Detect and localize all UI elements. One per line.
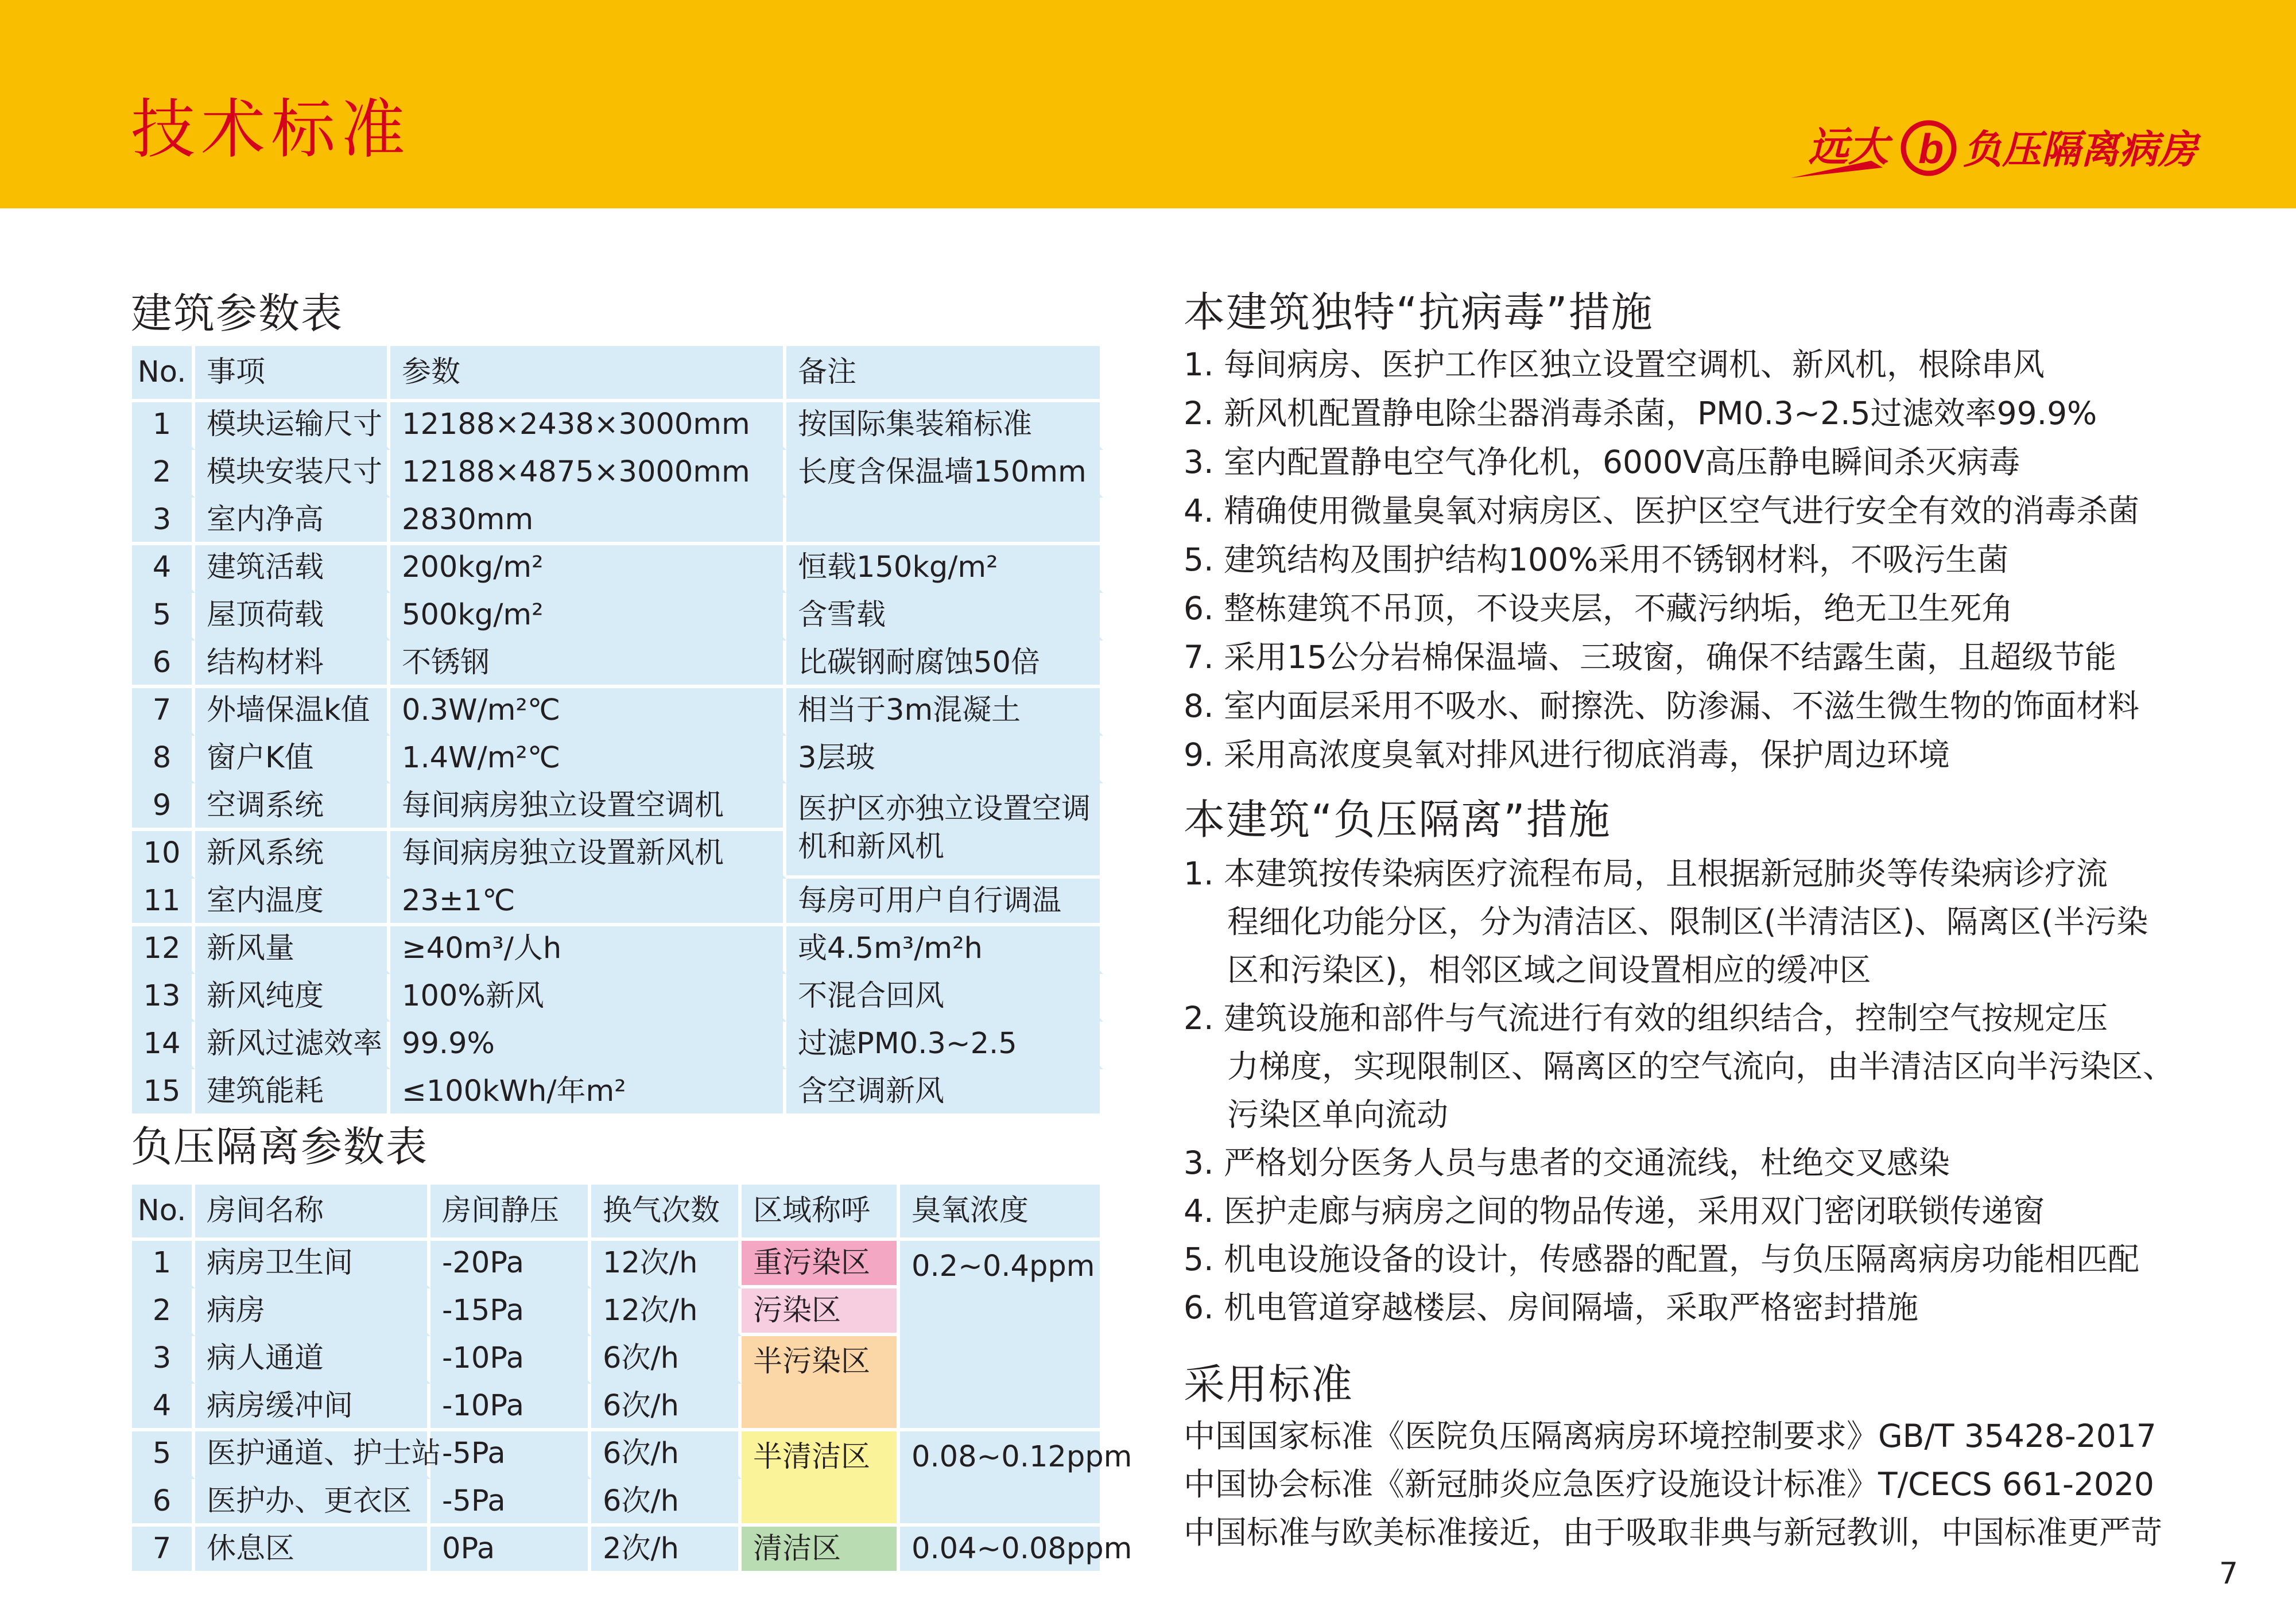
table-header-row <box>132 1185 1103 1241</box>
row-number: 3 <box>132 1336 195 1384</box>
static-pressure: -10Pa <box>430 1384 591 1431</box>
parameter-value: 2830mm <box>390 498 786 545</box>
room-name: 医护通道、护士站 <box>195 1431 430 1479</box>
list-line: 6. 机电管道穿越楼层、房间隔墙，采取严格密封措施 <box>1184 1289 1918 1326</box>
list-line: 2. 建筑设施和部件与气流进行有效的组织结合，控制空气按规定压 <box>1184 1000 2108 1037</box>
row-number: 2 <box>132 1288 195 1336</box>
column-header: 房间名称 <box>195 1185 430 1241</box>
table-row <box>132 1527 1103 1574</box>
table-row <box>132 498 1103 545</box>
building-parameter-table <box>132 346 1103 1117</box>
table-row <box>132 879 1103 926</box>
list-item: 9. 采用高浓度臭氧对排风进行彻底消毒，保护周边环境 <box>1184 736 1950 773</box>
list-line: 4. 医护走廊与病房之间的物品传递，采用双门密闭联锁传递窗 <box>1184 1193 2045 1229</box>
column-header: 事项 <box>195 346 390 402</box>
item-name: 建筑能耗 <box>195 1069 390 1117</box>
isolation-heading: 本建筑“负压隔离”措施 <box>1184 795 1611 844</box>
parameter-value: 不锈钢 <box>390 641 786 688</box>
item-name: 新风纯度 <box>195 974 390 1022</box>
row-number: 14 <box>132 1022 195 1069</box>
parameter-value: 23±1℃ <box>390 879 786 926</box>
list-line: 1. 本建筑按传染病医疗流程布局，且根据新冠肺炎等传染病诊疗流 <box>1184 855 2108 892</box>
row-number: 5 <box>132 593 195 641</box>
table-row <box>132 402 1103 450</box>
row-number: 15 <box>132 1069 195 1117</box>
page-title: 技术标准 <box>131 92 411 167</box>
zone-label: 污染区 <box>742 1288 900 1336</box>
standard-item: 中国国家标准《医院负压隔离病房环境控制要求》GB/T 35428-2017 <box>1184 1418 2157 1454</box>
brand-logo <box>1785 115 2233 184</box>
static-pressure: -5Pa <box>430 1431 591 1479</box>
remark: 按国际集装箱标准 <box>786 402 1103 450</box>
row-number: 4 <box>132 545 195 593</box>
isolation-list <box>1184 849 2174 1332</box>
list-line: 5. 机电设施设备的设计，传感器的配置，与负压隔离病房功能相匹配 <box>1184 1241 2139 1278</box>
column-header: 臭氧浓度 <box>900 1185 1103 1241</box>
building-table-heading: 建筑参数表 <box>131 289 344 337</box>
item-name: 结构材料 <box>195 641 390 688</box>
parameter-value: 200kg/m² <box>390 545 786 593</box>
static-pressure: -20Pa <box>430 1241 591 1288</box>
column-header: 房间静压 <box>430 1185 591 1241</box>
ozone-concentration: 0.04~0.08ppm <box>900 1527 1103 1574</box>
zone-label: 半清洁区 <box>742 1431 900 1527</box>
list-item <box>1184 1187 2174 1235</box>
parameter-value: 99.9% <box>390 1022 786 1069</box>
table-row <box>132 593 1103 641</box>
column-header: 区域称呼 <box>742 1185 900 1241</box>
row-number: 7 <box>132 688 195 736</box>
remark: 医护区亦独立设置空调机和新风机 <box>786 783 1103 879</box>
air-changes: 6次/h <box>591 1384 742 1431</box>
table-row <box>132 641 1103 688</box>
room-name: 病房缓冲间 <box>195 1384 430 1431</box>
room-name: 病房 <box>195 1288 430 1336</box>
item-name: 新风过滤效率 <box>195 1022 390 1069</box>
negative-table-heading: 负压隔离参数表 <box>131 1123 429 1171</box>
item-name: 新风量 <box>195 926 390 974</box>
row-number: 7 <box>132 1527 195 1574</box>
column-header: 备注 <box>786 346 1103 402</box>
list-line: 污染区单向流动 <box>1227 1096 1449 1133</box>
table-row <box>132 926 1103 974</box>
item-name: 屋顶荷载 <box>195 593 390 641</box>
parameter-value: ≤100kWh/年m² <box>390 1069 786 1117</box>
header-band <box>0 0 2296 208</box>
item-name: 室内净高 <box>195 498 390 545</box>
remark: 长度含保温墙150mm <box>786 450 1103 498</box>
static-pressure: -5Pa <box>430 1479 591 1527</box>
row-number: 10 <box>132 831 195 879</box>
zone-label: 清洁区 <box>742 1527 900 1574</box>
ozone-concentration: 0.08~0.12ppm <box>900 1431 1103 1527</box>
air-changes: 12次/h <box>591 1241 742 1288</box>
table-row <box>132 1069 1103 1117</box>
list-item: 1. 每间病房、医护工作区独立设置空调机、新风机，根除串风 <box>1184 346 2045 383</box>
table-row <box>132 1022 1103 1069</box>
row-number: 1 <box>132 1241 195 1288</box>
table-row <box>132 450 1103 498</box>
remark: 相当于3m混凝土 <box>786 688 1103 736</box>
row-number: 6 <box>132 1479 195 1527</box>
logo-product-text: 负压隔离病房 <box>1963 128 2198 172</box>
air-changes: 6次/h <box>591 1336 742 1384</box>
row-number: 2 <box>132 450 195 498</box>
row-number: 4 <box>132 1384 195 1431</box>
standards-heading: 采用标准 <box>1184 1360 1354 1408</box>
remark: 过滤PM0.3~2.5 <box>786 1022 1103 1069</box>
logo-mark-text: b <box>1918 126 1944 172</box>
list-item: 7. 采用15公分岩棉保温墙、三玻窗，确保不结露生菌，且超级节能 <box>1184 639 2116 676</box>
list-item <box>1184 1139 2174 1187</box>
column-header: 换气次数 <box>591 1185 742 1241</box>
ozone-concentration: 0.2~0.4ppm <box>900 1241 1103 1431</box>
item-name: 模块安装尺寸 <box>195 450 390 498</box>
parameter-value: 12188×2438×3000mm <box>390 402 786 450</box>
remark: 恒载150kg/m² <box>786 545 1103 593</box>
remark: 含雪载 <box>786 593 1103 641</box>
static-pressure: -15Pa <box>430 1288 591 1336</box>
remark: 不混合回风 <box>786 974 1103 1022</box>
remark: 每房可用户自行调温 <box>786 879 1103 926</box>
item-name: 外墙保温k值 <box>195 688 390 736</box>
row-number: 3 <box>132 498 195 545</box>
list-item <box>1184 1235 2174 1283</box>
list-item <box>1184 994 2174 1139</box>
room-name: 病人通道 <box>195 1336 430 1384</box>
item-name: 新风系统 <box>195 831 390 879</box>
air-changes: 6次/h <box>591 1431 742 1479</box>
table-header-row <box>132 346 1103 402</box>
static-pressure: 0Pa <box>430 1527 591 1574</box>
negative-pressure-table <box>132 1185 1133 1574</box>
list-item: 6. 整栋建筑不吊顶，不设夹层，不藏污纳垢，绝无卫生死角 <box>1184 590 2013 627</box>
column-header: No. <box>132 346 195 402</box>
row-number: 8 <box>132 736 195 783</box>
item-name: 窗户K值 <box>195 736 390 783</box>
item-name: 室内温度 <box>195 879 390 926</box>
list-item: 5. 建筑结构及围护结构100%采用不锈钢材料，不吸污生菌 <box>1184 541 2009 578</box>
list-item: 2. 新风机配置静电除尘器消毒杀菌，PM0.3~2.5过滤效率99.9% <box>1184 395 2097 432</box>
table-row <box>132 545 1103 593</box>
parameter-value: 100%新风 <box>390 974 786 1022</box>
remark: 比碳钢耐腐蚀50倍 <box>786 641 1103 688</box>
parameter-value: ≥40m³/人h <box>390 926 786 974</box>
static-pressure: -10Pa <box>430 1336 591 1384</box>
item-name: 空调系统 <box>195 783 390 831</box>
row-number: 12 <box>132 926 195 974</box>
page-number: 7 <box>2219 1557 2239 1591</box>
list-line: 力梯度，实现限制区、隔离区的空气流向，由半清洁区向半污染区、 <box>1227 1048 2175 1085</box>
standard-item: 中国协会标准《新冠肺炎应急医疗设施设计标准》T/CECS 661-2020 <box>1184 1466 2154 1503</box>
remark: 3层玻 <box>786 736 1103 783</box>
list-item: 4. 精确使用微量臭氧对病房区、医护区空气进行安全有效的消毒杀菌 <box>1184 492 2139 529</box>
antivirus-list <box>1184 340 2139 779</box>
item-name: 模块运输尺寸 <box>195 402 390 450</box>
row-number: 5 <box>132 1431 195 1479</box>
standard-item: 中国标准与欧美标准接近，由于吸取非典与新冠教训，中国标准更严苛 <box>1184 1514 2163 1551</box>
air-changes: 6次/h <box>591 1479 742 1527</box>
list-item <box>1184 849 2174 994</box>
list-item <box>1184 1283 2174 1332</box>
remark <box>786 498 1103 545</box>
row-number: 9 <box>132 783 195 831</box>
row-number: 6 <box>132 641 195 688</box>
room-name: 休息区 <box>195 1527 430 1574</box>
table-row <box>132 1431 1103 1479</box>
air-changes: 12次/h <box>591 1288 742 1336</box>
list-item: 8. 室内面层采用不吸水、耐擦洗、防渗漏、不滋生微生物的饰面材料 <box>1184 688 2139 724</box>
zone-label: 重污染区 <box>742 1241 900 1288</box>
parameter-value: 500kg/m² <box>390 593 786 641</box>
antivirus-heading: 本建筑独特“抗病毒”措施 <box>1184 288 1654 336</box>
room-name: 医护办、更衣区 <box>195 1479 430 1527</box>
row-number: 11 <box>132 879 195 926</box>
table-row <box>132 688 1103 736</box>
remark: 含空调新风 <box>786 1069 1103 1117</box>
parameter-value: 1.4W/m²℃ <box>390 736 786 783</box>
column-header: 参数 <box>390 346 786 402</box>
row-number: 1 <box>132 402 195 450</box>
standards-list <box>1184 1412 2162 1557</box>
column-header: No. <box>132 1185 195 1241</box>
list-line: 程细化功能分区，分为清洁区、限制区(半清洁区)、隔离区(半污染 <box>1227 903 2148 940</box>
parameter-value: 0.3W/m²℃ <box>390 688 786 736</box>
remark: 或4.5m³/m²h <box>786 926 1103 974</box>
row-number: 13 <box>132 974 195 1022</box>
parameter-value: 每间病房独立设置空调机 <box>390 783 786 831</box>
air-changes: 2次/h <box>591 1527 742 1574</box>
table-row <box>132 783 1103 831</box>
parameter-value: 12188×4875×3000mm <box>390 450 786 498</box>
table-row <box>132 736 1103 783</box>
room-name: 病房卫生间 <box>195 1241 430 1288</box>
parameter-value: 每间病房独立设置新风机 <box>390 831 786 879</box>
list-line: 区和污染区)，相邻区域之间设置相应的缓冲区 <box>1227 952 1871 988</box>
list-line: 3. 严格划分医务人员与患者的交通流线，杜绝交叉感染 <box>1184 1144 1950 1181</box>
zone-label: 半污染区 <box>742 1336 900 1431</box>
list-item: 3. 室内配置静电空气净化机，6000V高压静电瞬间杀灭病毒 <box>1184 444 2020 480</box>
table-row <box>132 1241 1103 1288</box>
table-row <box>132 974 1103 1022</box>
logo-brand-text: 远大 <box>1808 125 1888 169</box>
item-name: 建筑活载 <box>195 545 390 593</box>
